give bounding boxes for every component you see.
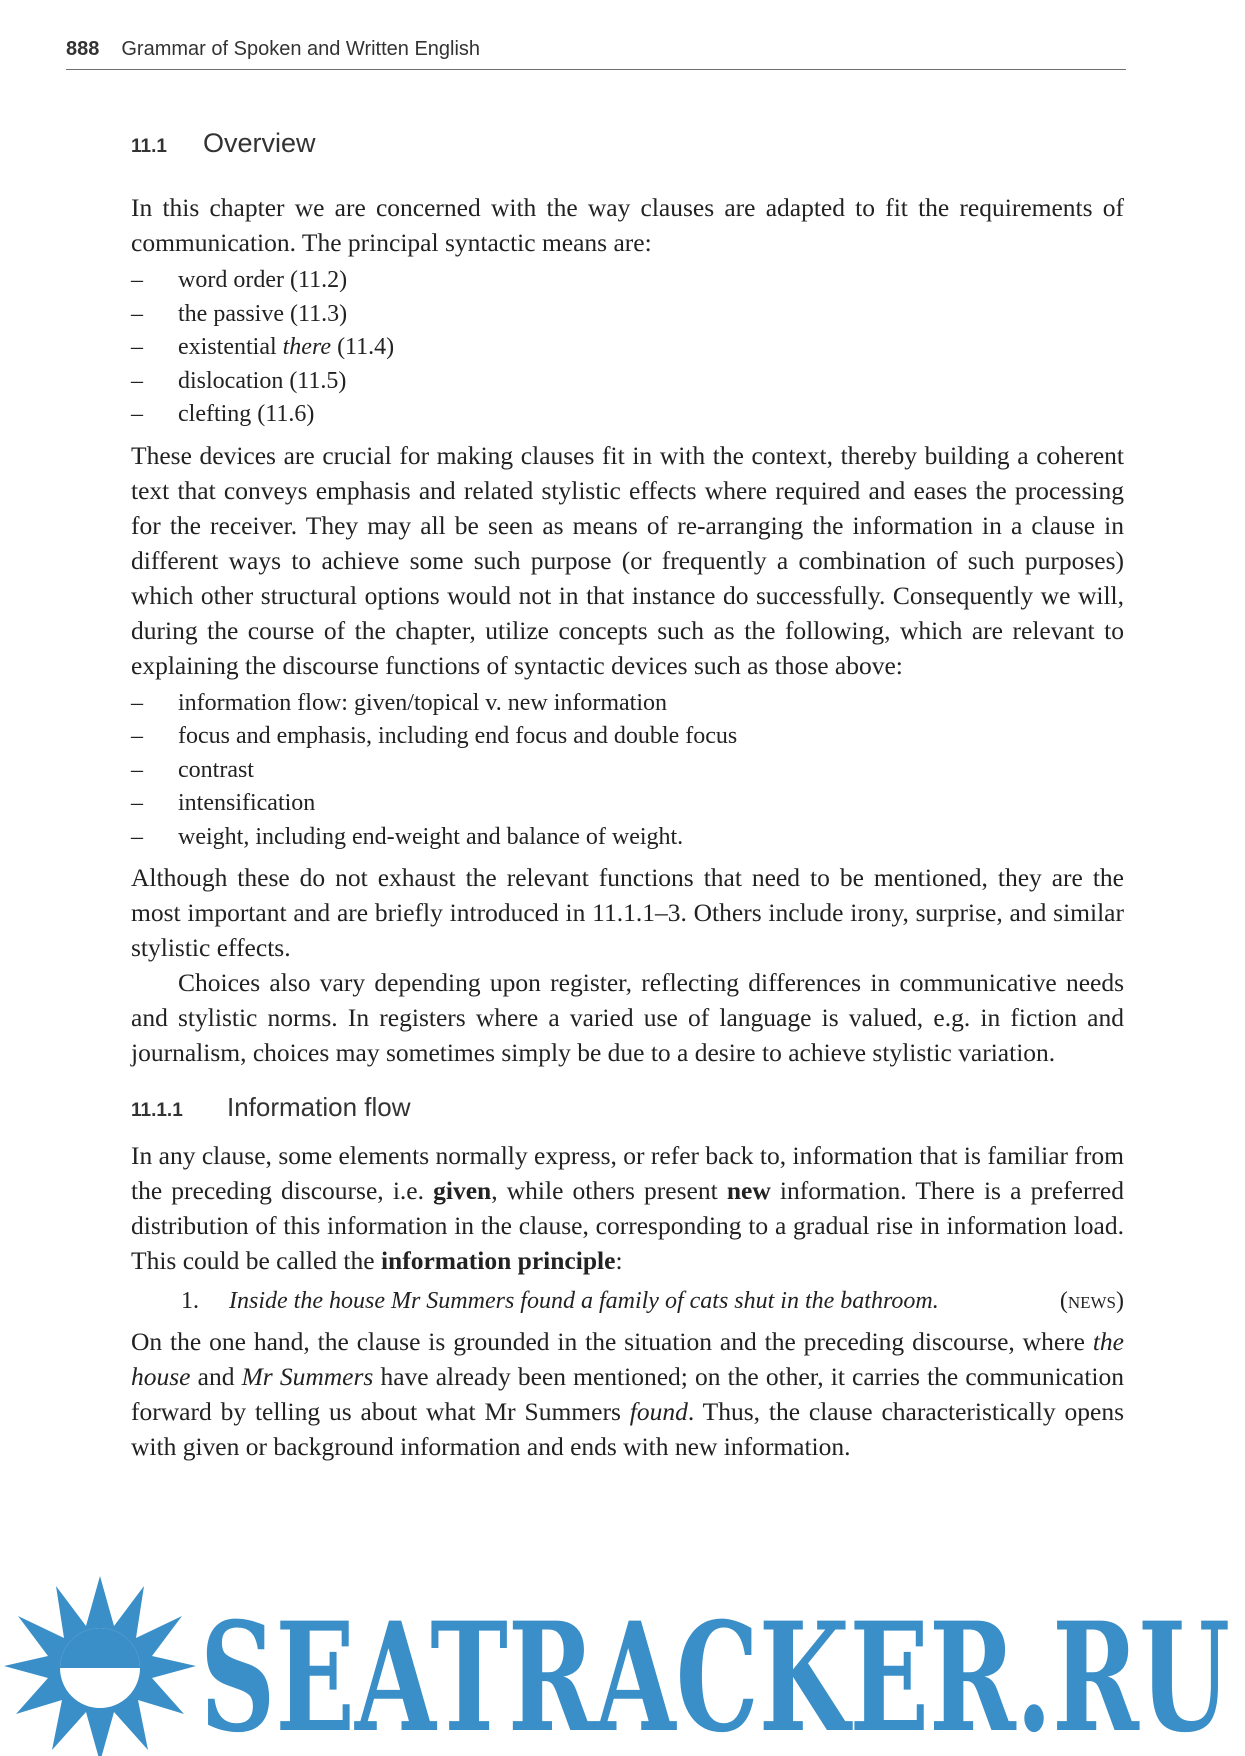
page-content	[131, 128, 1124, 1464]
list-item	[131, 365, 1124, 399]
list-item-text: existential	[178, 334, 283, 360]
section-title: Overview	[203, 128, 316, 158]
list-item	[131, 331, 1124, 365]
list-item-text: information flow: given/topical v. new information	[178, 689, 667, 716]
list-item	[131, 687, 1124, 721]
list-item	[131, 264, 1124, 298]
dash-marker: –	[131, 267, 143, 293]
dash-marker: –	[131, 334, 143, 360]
discourse-concepts-list	[131, 687, 1124, 855]
dash-marker: –	[131, 367, 143, 394]
dash-marker: –	[131, 756, 143, 783]
list-item-text: contrast	[178, 756, 254, 783]
list-item-text: the passive (11.3)	[178, 300, 348, 327]
subsection-title: Information flow	[227, 1092, 411, 1122]
list-item	[131, 720, 1124, 754]
dash-marker: –	[131, 823, 143, 850]
list-item-text: dislocation (11.5)	[178, 367, 347, 394]
list-item	[131, 821, 1124, 855]
intro-paragraph-2: These devices are crucial for making clauses fit in with the context, thereby building a coherent text that conveys emphasis and related stylistic effects where required and eases the processing for the receiver. They may all be seen as means of re-arranging the information in a clause in different ways to achieve some such purpose (or frequently a combination of such purposes) which other structural options would not in that instance do successfully. Consequently we will, during the course of the chapter, utilize concepts such as the following, which are relevant to explaining the discourse functions of syntactic devices such as those above:	[131, 440, 1124, 680]
syntactic-means-list	[131, 264, 1124, 432]
example-number: 1.	[181, 1288, 199, 1314]
list-item-text: intensification	[178, 790, 316, 816]
list-item-text: weight, including end-weight and balance of weight.	[178, 823, 684, 850]
list-item	[131, 787, 1124, 821]
information-flow-paragraph-2: On the one hand, the clause is grounded in the situation and the preceding discourse, where the house and Mr Summers have already been mentioned; on the other, it carries the communication forward by telling us about what Mr Summers found. Thus, the clause characteristically opens with given or background information and ends with new information.	[131, 1327, 1124, 1461]
dash-marker: –	[131, 790, 143, 816]
page-number: 888	[66, 38, 100, 60]
section-number: 11.1	[131, 136, 167, 157]
example-source: (news)	[1059, 1288, 1124, 1314]
term-given: given	[433, 1176, 492, 1205]
list-item-text: word order (11.2)	[178, 267, 348, 293]
running-title: Grammar of Spoken and Written English	[121, 38, 481, 60]
dash-marker: –	[131, 723, 143, 749]
intro-paragraph-4: Choices also vary depending upon register, reflecting differences in communicative needs and stylistic norms. In registers where a varied use of language is valued, e.g. in fiction and journalism, choices may sometimes simply be due to a desire to achieve stylistic variation.	[131, 968, 1124, 1067]
dash-marker: –	[131, 300, 143, 327]
term-new: new	[726, 1176, 771, 1205]
example-1	[131, 1284, 1124, 1318]
dash-marker: –	[131, 401, 143, 427]
watermark	[0, 1570, 1245, 1756]
subsection-heading	[131, 1092, 1124, 1138]
intro-paragraph-3: Although these do not exhaust the relevant functions that need to be mentioned, they are the most important and are briefly introduced in 11.1.1–3. Others include irony, surprise, and similar stylistic effects.	[131, 863, 1124, 962]
dash-marker: –	[131, 689, 143, 716]
list-item	[131, 298, 1124, 332]
term-information-principle: information principle	[380, 1246, 616, 1275]
subsection-number: 11.1.1	[131, 1100, 183, 1121]
list-item-text: clefting (11.6)	[178, 401, 315, 427]
page-header	[66, 38, 1126, 70]
section-heading	[131, 128, 1124, 172]
example-text: Inside the house Mr Summers found a family of cats shut in the bathroom.	[229, 1288, 939, 1314]
watermark-text: SEATRACKER.RU	[200, 1590, 1230, 1756]
list-item	[131, 398, 1124, 432]
intro-paragraph-1: In this chapter we are concerned with the way clauses are adapted to fit the requirements of communication. The principal syntactic means are:	[131, 193, 1124, 257]
information-flow-paragraph-1: In any clause, some elements normally express, or refer back to, information that is familiar from the preceding discourse, i.e. given, while others present new information. There is a preferred distribution of this information in the clause, corresponding to a gradual rise in information load. This could be called the information principle:	[131, 1141, 1124, 1275]
list-item-text: (11.4)	[331, 334, 395, 360]
list-item-italic: there	[282, 334, 332, 360]
list-item-text: focus and emphasis, including end focus and double focus	[178, 723, 738, 749]
list-item	[131, 754, 1124, 788]
sun-logo-icon	[4, 1576, 196, 1756]
